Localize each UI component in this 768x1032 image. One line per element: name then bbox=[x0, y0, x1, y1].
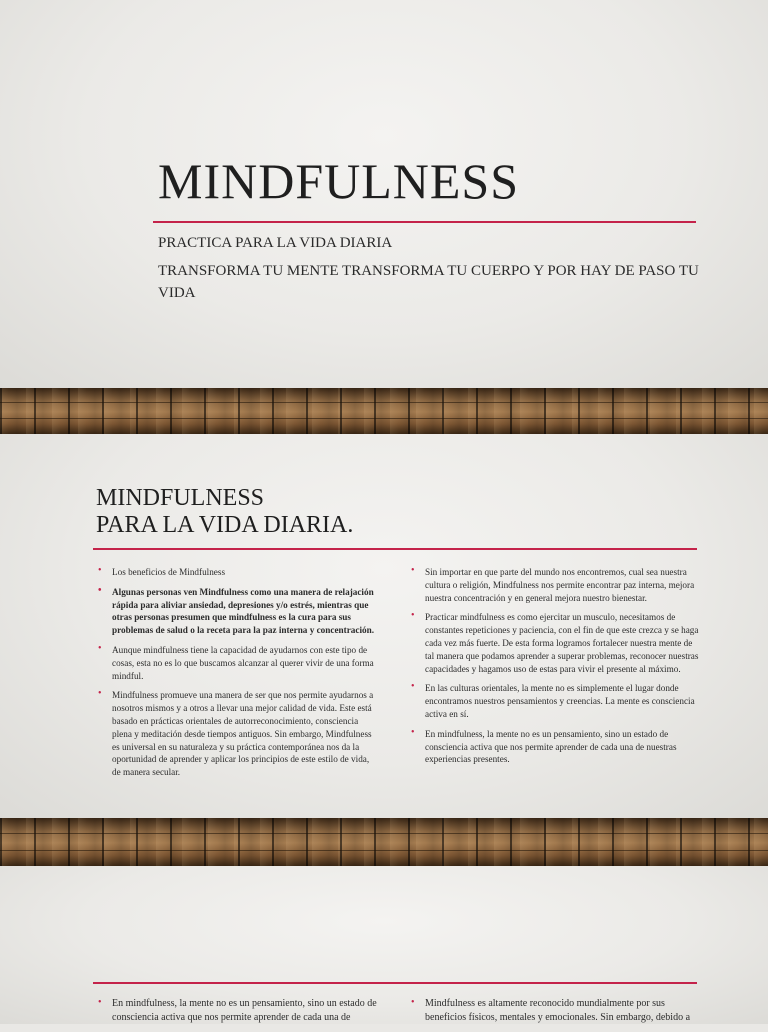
bullet-icon: • bbox=[411, 610, 415, 622]
list-item: • Sin importar en que parte del mundo nos encontremos, cual sea nuestra cultura o religión, Mindfulness nos permite encontrar paz interna, mejora nuestra concentración y en general mejora nuestro bienestar. bbox=[411, 565, 695, 603]
wood-floor-divider bbox=[0, 818, 768, 866]
wood-floor-divider bbox=[0, 388, 768, 434]
list-item: • Los beneficios de Mindfulness bbox=[98, 565, 226, 577]
heading-line-2: PARA LA VIDA DIARIA. bbox=[96, 512, 354, 538]
bullet-icon: • bbox=[98, 642, 102, 654]
list-item: • En mindfulness, la mente no es un pensamiento, sino un estado de consciencia activa que nos permite aprender de cada una de bbox=[98, 997, 377, 1023]
heading-line-1: MINDFULNESS bbox=[96, 485, 265, 511]
subtitle-line-2b: VIDA bbox=[158, 285, 196, 301]
slide-title bbox=[0, 0, 768, 388]
content-divider bbox=[93, 548, 697, 550]
bullet-icon: • bbox=[98, 997, 102, 1008]
continued-divider bbox=[93, 982, 697, 984]
bullet-icon: • bbox=[98, 584, 102, 596]
list-item: • Mindfulness es altamente reconocido mundialmente por sus beneficios físicos, mentales y emocionales. Sin embargo, debido a bbox=[411, 997, 691, 1023]
list-item: • En mindfulness, la mente no es un pensamiento, sino un estado de consciencia activa que nos permite aprender de cada una de nuestras experiencias presentes. bbox=[411, 726, 677, 765]
list-item: • Mindfulness promueve una manera de ser que nos permite ayudarnos a nosotros mismos y a otros a llevar una mejor calidad de vida. Este está basado en prácticas orientales de autorreconocimiento, consciencia plena y meditación desde tiempos antiguos. Sin embargo, Mindfulness es universal en su naturaleza y su práctica contemporánea nos da la oportunidad de aprender y aplicar los principios de este estilo de vida, de manera secular. bbox=[98, 688, 374, 778]
slide3-right-bullet-list bbox=[409, 997, 699, 1032]
slide-title-heading: MINDFULNESS bbox=[158, 153, 520, 209]
right-bullet-list bbox=[409, 566, 699, 773]
bullet-icon: • bbox=[98, 688, 102, 700]
left-bullet-list bbox=[96, 566, 379, 786]
list-item: • Algunas personas ven Mindfulness como una manera de relajación rápida para aliviar ansiedad, depresiones y/o estrés, mientras que otras personas presumen que mindfulness es la cura para sus problemas de salud o la receta para la paz interna y concentración. bbox=[98, 584, 374, 636]
list-item: • Practicar mindfulness es como ejercitar un musculo, necesitamos de constantes repeticiones y paciencia, con el fin de que este crezca y se haga cada vez más fuerte. De esta forma logramos fortalecer nuestra mente de tal manera que podamos aprender a superar problemas, reconocer nuestras capacidades y hagamos uso de estas para vivir el presente al máximo. bbox=[411, 610, 699, 674]
bullet-icon: • bbox=[98, 565, 102, 576]
bullet-icon: • bbox=[411, 726, 415, 738]
slide3-left-bullet-list bbox=[96, 997, 379, 1032]
list-item: • En las culturas orientales, la mente no es simplemente el lugar donde encontramos nuestros pensamientos y creencias. La mente es consciencia activa en sí. bbox=[411, 681, 695, 719]
subtitle-line-1: PRACTICA PARA LA VIDA DIARIA bbox=[158, 235, 393, 251]
subtitle-line-2a: TRANSFORMA TU MENTE TRANSFORMA TU CUERPO Y POR HAY DE PASO TU bbox=[158, 263, 699, 279]
slide-content-heading bbox=[96, 485, 353, 539]
bullet-icon: • bbox=[411, 681, 415, 693]
bullet-icon: • bbox=[411, 565, 415, 576]
title-divider bbox=[153, 221, 696, 223]
list-item: • Aunque mindfulness tiene la capacidad de ayudarnos con este tipo de cosas, esta no es lo que buscamos alcanzar al querer vivir de una forma mindful. bbox=[98, 642, 374, 681]
bullet-icon: • bbox=[411, 997, 415, 1008]
